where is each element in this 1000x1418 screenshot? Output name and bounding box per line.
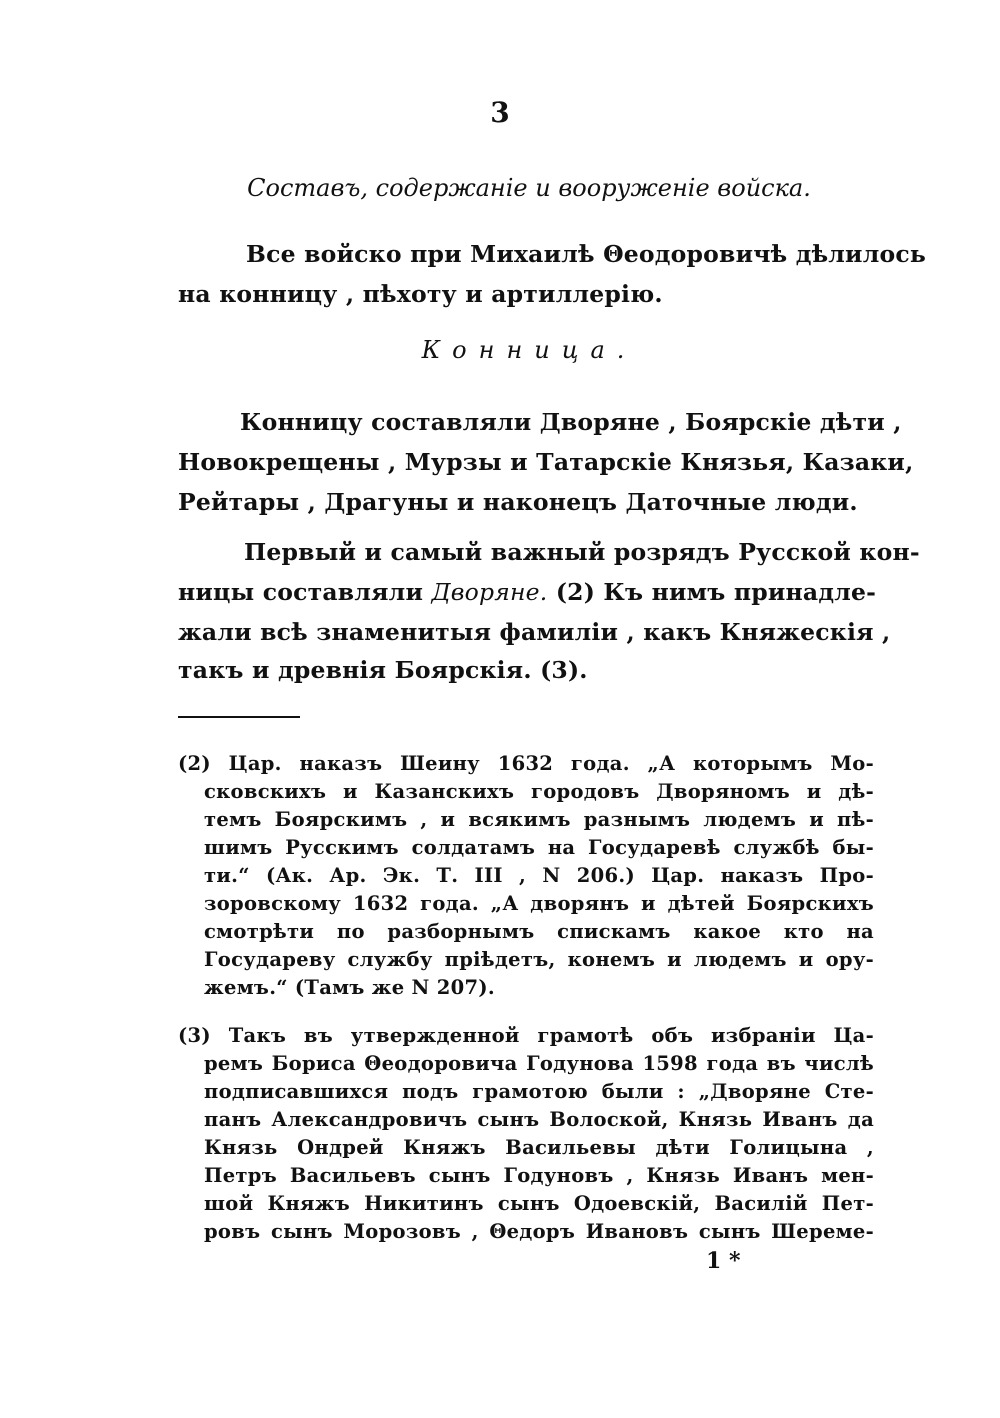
intro-line: Все войско при Михаилѣ Θеодоровичѣ дѣлилось — [246, 240, 926, 268]
footnote-line: сковскихъ и Казанскихъ городовъ Дворяномъ и дѣ- — [204, 780, 874, 803]
paragraph-line: Конницу составляли Дворяне , Боярскіе дѣти , — [240, 408, 902, 436]
paragraph-line: жали всѣ знаменитыя фамиліи , какъ Княжескія , — [178, 618, 891, 646]
footnote-line: смотрѣти по разборнымъ спискамъ какое кто на — [204, 920, 874, 943]
paragraph-line: такъ и древнія Боярскія. (3). — [178, 656, 588, 684]
text-run: ницы составляли — [178, 578, 432, 606]
italic-term: Дворяне. — [431, 578, 548, 606]
footnote-line: (2) Цар. наказъ Шеину 1632 года. „А которымъ Мо- — [178, 752, 874, 775]
footnote-line: Князь Ондрей Княжъ Васильевы дѣти Голицына , — [204, 1136, 874, 1159]
footnote-line: темъ Боярскимъ , и всякимъ разнымъ людемъ и пѣ- — [204, 808, 874, 831]
intro-line: на конницу , пѣхоту и артиллерію. — [178, 280, 663, 308]
footnote-line: жемъ.“ (Тамъ же N 207). — [204, 976, 495, 999]
paragraph-line: Рейтары , Драгуны и наконецъ Даточные люди. — [178, 488, 858, 516]
footnote-line: Петръ Васильевъ сынъ Годуновъ , Князь Иванъ мен- — [204, 1164, 874, 1187]
text-run: (2) Къ нимъ принадле- — [547, 578, 877, 606]
signature-mark: 1 * — [706, 1248, 741, 1274]
footnote-line: подписавшихся подъ грамотою были : „Дворяне Сте- — [204, 1080, 874, 1103]
footnote-line: (3) Такъ въ утвержденной грамотѣ объ избраніи Ца- — [178, 1024, 874, 1047]
footnote-line: зоровскому 1632 года. „А дворянъ и дѣтей Боярскихъ — [204, 892, 874, 915]
subsection-heading: Конница. — [421, 336, 637, 364]
footnote-separator — [178, 716, 300, 718]
footnote-line: панъ Александровичъ сынъ Волоской, Князь Иванъ да — [204, 1108, 874, 1131]
footnote-line: Государеву службу пріѣдетъ, конемъ и людемъ и ору- — [204, 948, 874, 971]
paragraph-line — [178, 578, 877, 606]
footnote-line: ровъ сынъ Морозовъ , Θедоръ Ивановъ сынъ Шереме- — [204, 1220, 874, 1243]
paragraph-line: Новокрещены , Мурзы и Татарскіе Князья, Казаки, — [178, 448, 914, 476]
footnote-line: шой Княжъ Никитинъ сынъ Одоевскій, Василій Пет- — [204, 1192, 874, 1215]
footnote-line: ремъ Бориса Θеодоровича Годунова 1598 года въ числѣ — [204, 1052, 874, 1075]
footnote-line: шимъ Русскимъ солдатамъ на Государевѣ службѣ бы- — [204, 836, 874, 859]
page-number: 3 — [490, 96, 510, 129]
paragraph-line: Первый и самый важный розрядъ Русской кон- — [244, 538, 920, 566]
footnote-line: ти.“ (Ак. Ар. Эк. Т. III , N 206.) Цар. наказъ Про- — [204, 864, 874, 887]
section-title: Составъ, содержаніе и вооруженіе войска. — [247, 174, 811, 202]
